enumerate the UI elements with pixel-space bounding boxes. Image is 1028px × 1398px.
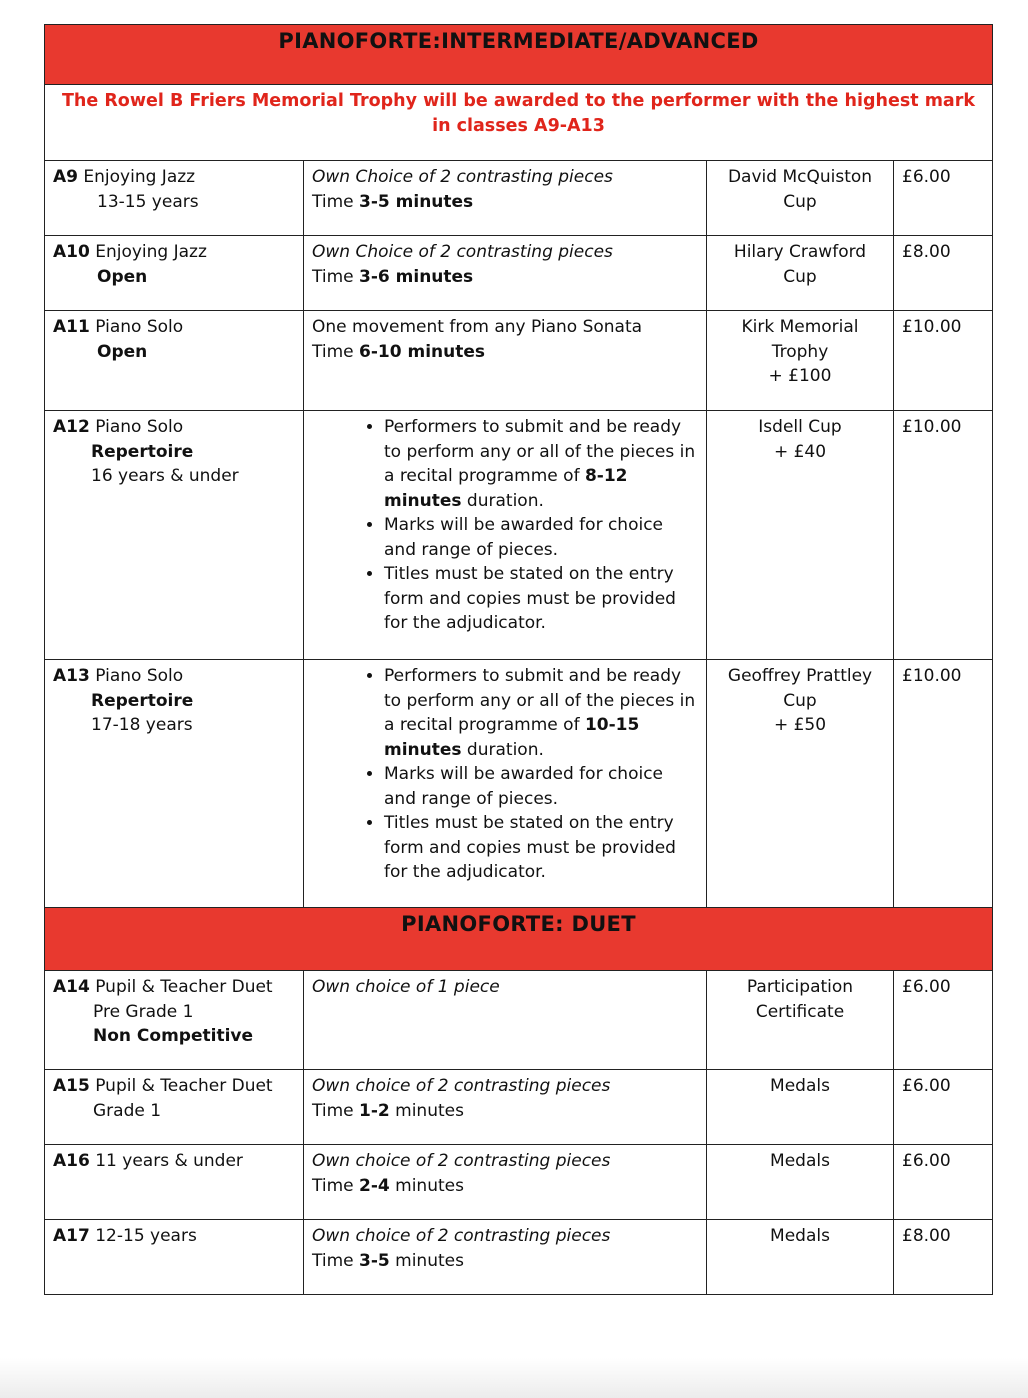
entry-fee: £6.00: [902, 1076, 951, 1096]
time-prefix: Time: [312, 341, 360, 362]
entry-fee: £8.00: [902, 1226, 951, 1246]
class-age: 16 years & under: [91, 466, 239, 486]
rule-item: [384, 664, 698, 762]
fee-cell: [894, 660, 993, 908]
time-prefix: Time: [312, 1100, 360, 1121]
time-value: 1-2: [359, 1100, 390, 1121]
class-row-a9: [45, 161, 993, 236]
class-code: A16: [53, 1151, 90, 1171]
section-header-intermediate: [45, 25, 993, 85]
fee-cell: [894, 411, 993, 660]
rules-list: [312, 664, 698, 885]
prize-line: + £40: [773, 441, 827, 462]
class-row-a15: [45, 1070, 993, 1145]
rule-text: Performers to submit and be ready to perform any or all of the pieces in a recital programme of: [384, 417, 696, 486]
prize-cell: [707, 1070, 894, 1145]
class-cell: [45, 971, 304, 1070]
class-row-a14: [45, 971, 993, 1070]
fee-cell: [894, 1145, 993, 1220]
class-code: A17: [53, 1226, 90, 1246]
class-subtitle: Repertoire: [91, 690, 194, 711]
time-value: 3-5 minutes: [359, 191, 474, 212]
fee-cell: [894, 971, 993, 1070]
prize-line: + £100: [768, 366, 832, 386]
class-title: Piano Solo: [95, 417, 184, 437]
entry-fee: £10.00: [902, 417, 962, 437]
requirement-text: Own Choice of 2 contrasting pieces: [312, 167, 613, 187]
class-cell: [45, 411, 304, 660]
class-subtitle: Open: [97, 266, 148, 287]
rule-text: Marks will be awarded for choice and range of pieces.: [384, 515, 664, 560]
requirements-cell: [304, 236, 707, 311]
rule-item: [384, 415, 698, 513]
class-title: Enjoying Jazz: [95, 242, 207, 262]
prize-line: Kirk Memorial: [741, 317, 859, 337]
class-code: A12: [53, 417, 90, 437]
time-value: 6-10 minutes: [359, 341, 485, 362]
section-title: PIANOFORTE: DUET: [401, 912, 636, 936]
prize-cell: [707, 161, 894, 236]
entry-fee: £6.00: [902, 977, 951, 997]
class-title: Piano Solo: [95, 666, 184, 686]
class-code: A10: [53, 242, 90, 262]
requirements-cell: [304, 971, 707, 1070]
class-subtitle: Pre Grade 1: [93, 1001, 194, 1022]
time-prefix: Time: [312, 1175, 360, 1196]
time-prefix: Time: [312, 191, 360, 212]
prize-line: Hilary Crawford: [733, 242, 867, 262]
class-row-a10: [45, 236, 993, 311]
class-row-a17: [45, 1220, 993, 1295]
entry-fee: £6.00: [902, 1151, 951, 1171]
class-title: Pupil & Teacher Duet: [95, 1076, 273, 1096]
class-subtitle: Open: [97, 341, 148, 362]
requirements-cell: [304, 311, 707, 411]
prize-line: Trophy: [771, 341, 829, 362]
time-suffix: minutes: [389, 1100, 464, 1121]
fee-cell: [894, 311, 993, 411]
class-row-a12: [45, 411, 993, 660]
class-code: A13: [53, 666, 90, 686]
class-title: 12-15 years: [95, 1226, 197, 1246]
prize-line: Cup: [783, 690, 817, 711]
rule-text: duration.: [461, 490, 544, 511]
prize-cell: [707, 236, 894, 311]
section-title: PIANOFORTE:INTERMEDIATE/ADVANCED: [278, 29, 759, 53]
requirements-cell: [304, 1070, 707, 1145]
section-header-duet: [45, 908, 993, 971]
time-prefix: Time: [312, 1250, 360, 1271]
prize-line: Participation: [746, 977, 854, 997]
rule-item: [384, 811, 698, 885]
fee-cell: [894, 1220, 993, 1295]
requirements-cell: [304, 1145, 707, 1220]
class-subtitle: 13-15 years: [97, 191, 199, 212]
time-prefix: Time: [312, 266, 360, 287]
class-row-a16: [45, 1145, 993, 1220]
prize-line: David McQuiston: [727, 167, 873, 187]
class-subtitle: Repertoire: [91, 441, 194, 462]
class-title: Piano Solo: [95, 317, 184, 337]
prize-cell: [707, 971, 894, 1070]
class-title: 11 years & under: [95, 1151, 243, 1171]
prize-line: Medals: [770, 1076, 830, 1096]
prize-line: Geoffrey Prattley: [727, 666, 873, 686]
prize-cell: [707, 660, 894, 908]
entry-fee: £6.00: [902, 167, 951, 187]
class-cell: [45, 1145, 304, 1220]
requirements-cell: [304, 161, 707, 236]
class-code: A15: [53, 1076, 90, 1096]
class-cell: [45, 311, 304, 411]
rule-item: [384, 762, 698, 811]
requirement-text: Own Choice of 2 contrasting pieces: [312, 242, 613, 262]
rule-item: [384, 513, 698, 562]
rule-duration: 10-15 minutes: [384, 715, 640, 760]
prize-cell: [707, 411, 894, 660]
syllabus-table: [44, 24, 993, 1295]
class-title: Pupil & Teacher Duet: [95, 977, 273, 997]
requirement-text: Own choice of 2 contrasting pieces: [312, 1076, 611, 1096]
prize-line: Medals: [770, 1226, 830, 1246]
class-code: A9: [53, 167, 78, 187]
rule-text: Marks will be awarded for choice and range of pieces.: [384, 764, 664, 809]
requirement-text: Own choice of 2 contrasting pieces: [312, 1226, 611, 1246]
fee-cell: [894, 236, 993, 311]
rules-list: [312, 415, 698, 636]
prize-cell: [707, 311, 894, 411]
rule-duration: 8-12 minutes: [384, 466, 628, 511]
fee-cell: [894, 161, 993, 236]
trophy-notice: [45, 85, 993, 161]
prize-line: Isdell Cup: [758, 417, 842, 437]
prize-line: Cup: [783, 191, 817, 212]
requirement-text: One movement from any Piano Sonata: [312, 317, 643, 337]
rule-item: [384, 562, 698, 636]
class-code: A11: [53, 317, 90, 337]
class-cell: [45, 161, 304, 236]
prize-line: Certificate: [755, 1001, 845, 1022]
requirement-text: Own choice of 1 piece: [312, 977, 500, 997]
prize-line: + £50: [773, 715, 827, 735]
class-code: A14: [53, 977, 90, 997]
requirements-cell: [304, 1220, 707, 1295]
rule-text: duration.: [461, 739, 544, 760]
rule-text: Titles must be stated on the entry form and copies must be provided for the adjudicator.: [384, 813, 676, 882]
class-row-a11: [45, 311, 993, 411]
rule-text: Performers to submit and be ready to perform any or all of the pieces in a recital programme of: [384, 666, 696, 735]
fee-cell: [894, 1070, 993, 1145]
class-cell: [45, 236, 304, 311]
entry-fee: £10.00: [902, 666, 962, 686]
time-value: 3-5: [359, 1250, 390, 1271]
trophy-notice-text: The Rowel B Friers Memorial Trophy will be awarded to the performer with the highest mark in classes A9-A13: [61, 91, 976, 136]
page-bottom-shade: [0, 1358, 1028, 1398]
time-suffix: minutes: [389, 1250, 464, 1271]
requirements-cell: [304, 411, 707, 660]
prize-cell: [707, 1220, 894, 1295]
entry-fee: £8.00: [902, 242, 951, 262]
entry-fee: £10.00: [902, 317, 962, 337]
prize-cell: [707, 1145, 894, 1220]
prize-line: Medals: [770, 1151, 830, 1171]
requirement-text: Own choice of 2 contrasting pieces: [312, 1151, 611, 1171]
requirements-cell: [304, 660, 707, 908]
class-cell: [45, 660, 304, 908]
class-title: Enjoying Jazz: [83, 167, 196, 187]
class-age: 17-18 years: [91, 715, 193, 735]
time-suffix: minutes: [389, 1175, 464, 1196]
time-value: 3-6 minutes: [359, 266, 474, 287]
class-note: Non Competitive: [93, 1026, 254, 1046]
class-row-a13: [45, 660, 993, 908]
prize-line: Cup: [783, 266, 817, 287]
rule-text: Titles must be stated on the entry form and copies must be provided for the adjudicator.: [384, 564, 676, 633]
class-cell: [45, 1070, 304, 1145]
time-value: 2-4: [359, 1175, 390, 1196]
class-cell: [45, 1220, 304, 1295]
class-subtitle: Grade 1: [93, 1100, 162, 1121]
